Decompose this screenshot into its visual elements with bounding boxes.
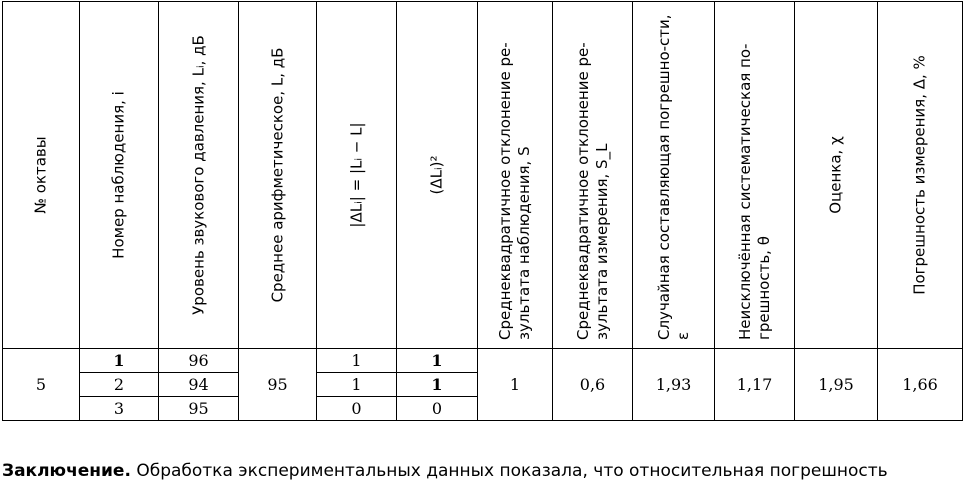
cell-level: 95 — [159, 397, 239, 421]
cell-sq-deviation: 0 — [397, 397, 478, 421]
cell-sq-deviation: 1 — [397, 349, 478, 373]
cell-abs-deviation: 0 — [317, 397, 397, 421]
header-sound-pressure-level: Уровень звукового давления, Lᵢ, дБ — [159, 2, 239, 349]
header-estimate: Оценка, χ — [795, 2, 878, 349]
header-random-error: Случайная составляющая погрешно-сти, ε — [633, 2, 715, 349]
conclusion-lead: Заключение. — [2, 461, 131, 481]
cell-abs-deviation: 1 — [317, 373, 397, 397]
header-row — [3, 2, 963, 349]
cell-delta: 1,66 — [878, 349, 963, 421]
cell-octave: 5 — [3, 349, 80, 421]
header-std-dev-observation: Среднеквадратичное отклонение ре-зультата наблюдения, S — [478, 2, 553, 349]
header-squared-deviation: (ΔLᵢ)² — [397, 2, 478, 349]
header-std-dev-measurement: Среднеквадратичное отклонение ре-зультата измерения, S_L — [553, 2, 633, 349]
header-observation-number: Номер наблюдения, i — [80, 2, 159, 349]
table-row — [3, 349, 963, 373]
header-octave: № октавы — [3, 2, 80, 349]
cell-observation-number: 1 — [80, 349, 159, 373]
header-arithmetic-mean: Среднее арифметическое, L, дБ — [239, 2, 317, 349]
cell-epsilon: 1,93 — [633, 349, 715, 421]
cell-abs-deviation: 1 — [317, 349, 397, 373]
cell-observation-number: 2 — [80, 373, 159, 397]
cell-level: 94 — [159, 373, 239, 397]
header-measurement-error: Погрешность измерения, Δ, % — [878, 2, 963, 349]
header-systematic-error: Неисключённая систематическая по-грешность, θ — [715, 2, 795, 349]
conclusion-paragraph — [2, 459, 962, 483]
cell-sq-deviation: 1 — [397, 373, 478, 397]
cell-theta: 1,17 — [715, 349, 795, 421]
cell-mean: 95 — [239, 349, 317, 421]
cell-level: 96 — [159, 349, 239, 373]
conclusion-text: Обработка экспериментальных данных показала, что относительная погрешность — [130, 461, 888, 481]
cell-s: 1 — [478, 349, 553, 421]
header-absolute-deviation: |ΔLᵢ| = |Lᵢ − L| — [317, 2, 397, 349]
cell-sl: 0,6 — [553, 349, 633, 421]
measurement-table — [2, 1, 963, 421]
cell-observation-number: 3 — [80, 397, 159, 421]
cell-chi: 1,95 — [795, 349, 878, 421]
